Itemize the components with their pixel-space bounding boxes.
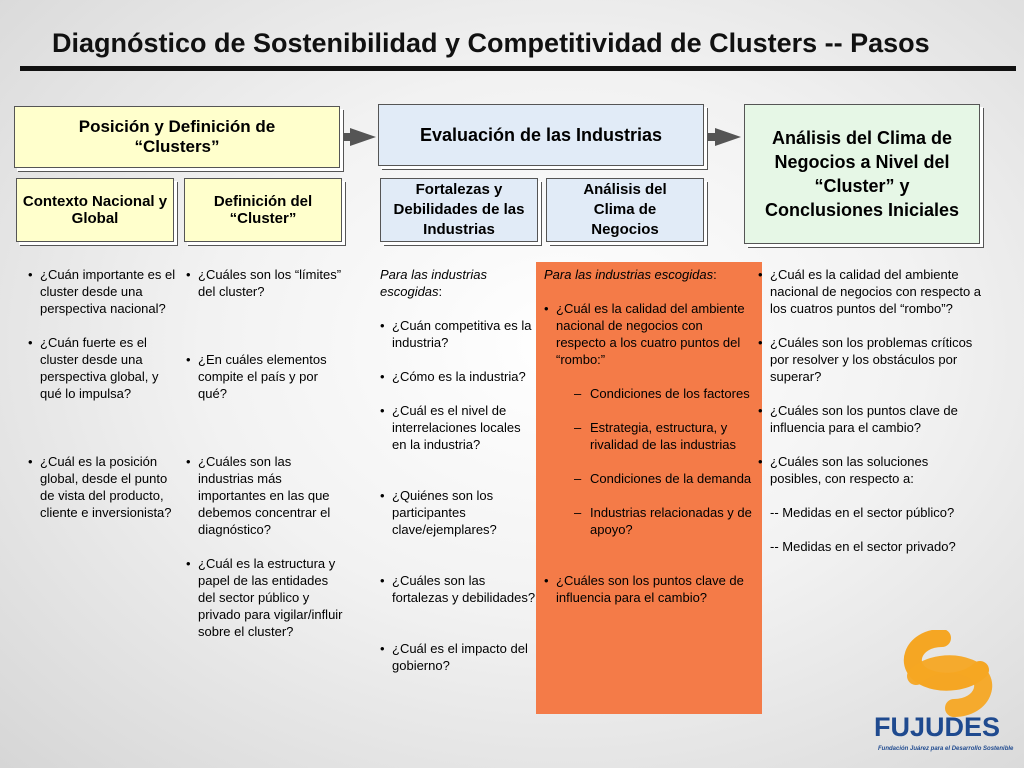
- column-intro: [544, 266, 754, 283]
- column-definicion: [186, 266, 346, 640]
- list-item: • ¿Cómo es la industria?: [380, 368, 538, 385]
- column-clima-negocios: [544, 266, 754, 606]
- list-item: • ¿Cuáles son los problemas críticos por resolver y los obstáculos por superar?: [758, 334, 982, 385]
- list-item: • ¿Cuán fuerte es el cluster desde una perspectiva global, y qué lo impulsa?: [28, 334, 176, 402]
- dash-item: – Estrategia, estructura, y rivalidad de las industrias: [544, 419, 754, 453]
- column-fortalezas: [380, 266, 538, 674]
- column-contexto: [28, 266, 176, 521]
- list-item: • ¿Cuál es el impacto del gobierno?: [380, 640, 538, 674]
- column-intro: [380, 266, 538, 300]
- box-evaluacion-label: Evaluación de las Industrias: [419, 124, 663, 145]
- dash-item: – Condiciones de los factores: [544, 385, 754, 402]
- list-item: • ¿Cuál es la posición global, desde el punto de vista del producto, cliente e inversionista?: [28, 453, 176, 521]
- title-underline: [20, 66, 1016, 71]
- list-item: • ¿Cuán importante es el cluster desde una perspectiva nacional?: [28, 266, 176, 317]
- list-item: • ¿En cuáles elementos compite el país y por qué?: [186, 351, 346, 402]
- list-item: • ¿Cuál es la calidad del ambiente nacional de negocios con respecto a los cuatro puntos del “rombo:”: [544, 300, 754, 368]
- box-posicion: [14, 106, 340, 168]
- list-item: • ¿Quiénes son los participantes clave/ejemplares?: [380, 487, 538, 538]
- arrow-1: [350, 128, 376, 146]
- intro-colon: :: [713, 267, 717, 282]
- box-analisis-clima: [744, 104, 980, 244]
- intro-italic: Para las industrias escogidas: [380, 267, 487, 299]
- column-analisis-clima: [758, 266, 982, 555]
- arrow-2: [715, 128, 741, 146]
- list-item: • ¿Cuáles son las industrias más importantes en las que debemos concentrar el diagnóstico?: [186, 453, 346, 538]
- list-item: • ¿Cuál es la calidad del ambiente nacional de negocios con respecto a los cuatros puntos del “rombo”?: [758, 266, 982, 317]
- box-contexto-label: Contexto Nacional y Global: [22, 193, 168, 227]
- logo-name: FUJUDES: [874, 712, 1001, 742]
- slide-title: Diagnóstico de Sostenibilidad y Competitividad de Clusters -- Pasos: [52, 28, 930, 58]
- list-item: • ¿Cuáles son las soluciones posibles, con respecto a:: [758, 453, 982, 487]
- list-item: • ¿Cuáles son los puntos clave de influencia para el cambio?: [544, 572, 754, 606]
- box-fortalezas: [380, 178, 538, 242]
- list-item: • ¿Cuán competitiva es la industria?: [380, 317, 538, 351]
- box-clima-negocios-label: Análisis del Clima de Negocios: [583, 181, 667, 238]
- box-posicion-label: Posición y Definición de “Clusters”: [78, 117, 276, 156]
- box-evaluacion: [378, 104, 704, 166]
- dash-item: – Condiciones de la demanda: [544, 470, 754, 487]
- intro-colon: :: [438, 284, 443, 299]
- logo-tagline: Fundación Juárez para el Desarrollo Sostenible: [878, 746, 1014, 752]
- dash-item: – Industrias relacionadas y de apoyo?: [544, 504, 754, 538]
- list-item: • ¿Cuáles son los puntos clave de influencia para el cambio?: [758, 402, 982, 436]
- list-item: • ¿Cuáles son los “límites” del cluster?: [186, 266, 346, 300]
- list-item: • ¿Cuáles son las fortalezas y debilidades?: [380, 572, 538, 606]
- box-definicion: [184, 178, 342, 242]
- list-item: • ¿Cuál es el nivel de interrelaciones locales en la industria?: [380, 402, 538, 453]
- box-fortalezas-label: Fortalezas y Debilidades de las Industrias: [393, 181, 525, 238]
- box-contexto: [16, 178, 174, 242]
- list-item: • ¿Cuál es la estructura y papel de las entidades del sector público y privado para vigilar/influir sobre el cluster?: [186, 555, 346, 640]
- measure-line: -- Medidas en el sector privado?: [770, 539, 956, 554]
- measure-line: -- Medidas en el sector público?: [770, 505, 955, 520]
- box-analisis-clima-label: Análisis del Clima de Negocios a Nivel del “Cluster” y Conclusiones Iniciales: [764, 128, 960, 220]
- intro-italic: Para las industrias escogidas: [544, 267, 714, 282]
- box-clima-negocios: [546, 178, 704, 242]
- box-definicion-label: Definición del “Cluster”: [213, 193, 313, 227]
